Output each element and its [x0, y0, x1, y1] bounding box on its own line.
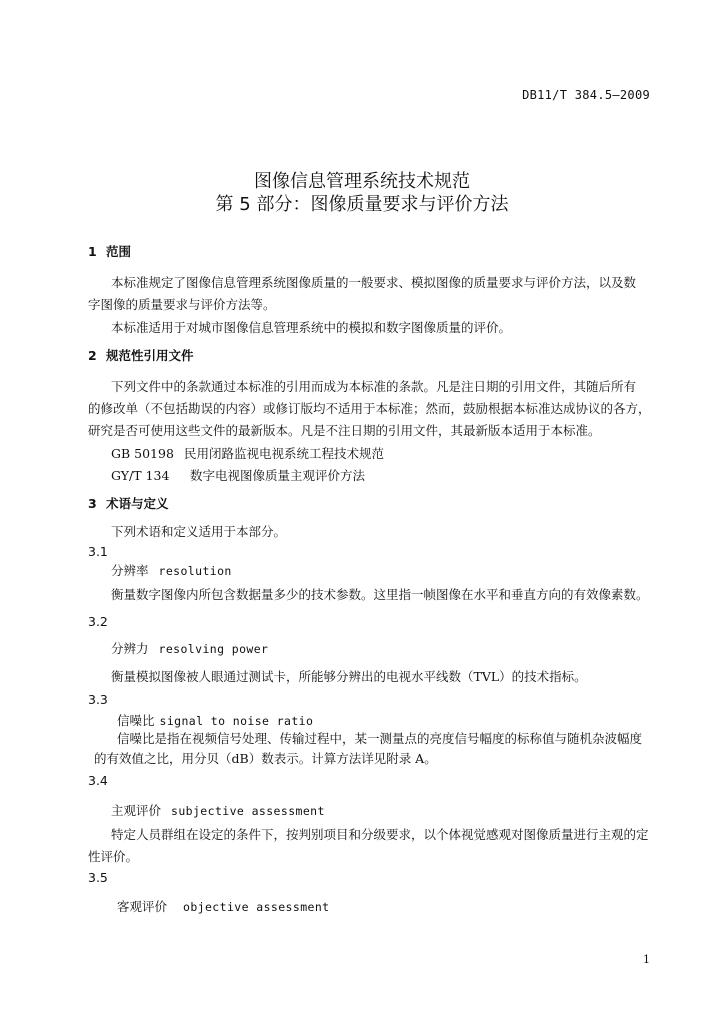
term-heading [111, 561, 232, 579]
paragraph: 本标准适用于对城市图像信息管理系统中的模拟和数字图像质量的评价。 [111, 320, 512, 335]
term-number: 3.1 [88, 544, 108, 559]
term-number: 3.5 [88, 870, 108, 885]
term-heading [111, 801, 325, 819]
section-number: 1 [88, 244, 97, 259]
normative-reference [111, 466, 365, 484]
document-subtitle: 第 5 部分：图像质量要求与评价方法 [215, 194, 509, 215]
term-cn: 主观评价 [111, 803, 162, 818]
term-cn: 客观评价 [117, 899, 168, 914]
term-heading [117, 897, 330, 915]
term-en: subjective assessment [171, 804, 325, 818]
term-definition-line: 的有效值之比，用分贝（dB）数表示。计算方法详见附录 A。 [94, 751, 437, 766]
term-definition-line: 特定人员群组在设定的条件下，按判别项目和分级要求，以个体视觉感观对图像质量进行主观的定 [111, 827, 649, 842]
term-definition-line: 信噪比是指在视频信号处理、传输过程中，某一测量点的亮度信号幅度的标称值与随机杂波幅度 [117, 731, 643, 746]
paragraph-line: 本标准规定了图像信息管理系统图像质量的一般要求、模拟图像的质量要求与评价方法，以及数 [111, 275, 637, 290]
paragraph-line: 研究是否可使用这些文件的最新版本。凡是不注日期的引用文件，其最新版本适用于本标准。 [88, 423, 601, 438]
term-en: resolving power [158, 642, 269, 656]
term-number: 3.2 [88, 614, 108, 629]
term-number: 3.4 [88, 773, 108, 788]
paragraph-line: 的修改单（不包括勘误的内容）或修订版均不适用于本标准；然而，鼓励根据本标准达成协议的各方， [88, 401, 651, 416]
term-definition: 衡量模拟图像被人眼通过测试卡，所能够分辨出的电视水平线数（TVL）的技术指标。 [111, 669, 587, 684]
reference-title: 数字电视图像质量主观评价方法 [190, 468, 366, 483]
document-title: 图像信息管理系统技术规范 [254, 171, 470, 192]
section-heading-2 [88, 346, 194, 364]
section-title: 范围 [106, 244, 132, 259]
section-heading-3 [88, 494, 169, 512]
reference-code: GB 50198 [111, 446, 174, 461]
term-cn: 信噪比 [117, 713, 155, 728]
paragraph-line: 字图像的质量要求与评价方法等。 [88, 297, 276, 312]
section-number: 3 [88, 496, 97, 511]
normative-reference [111, 444, 384, 462]
term-heading [117, 711, 313, 729]
term-number: 3.3 [88, 692, 108, 707]
term-cn: 分辨力 [111, 641, 149, 656]
term-definition: 衡量数字图像内所包含数据量多少的技术参数。这里指一帧图像在水平和垂直方向的有效像素数。 [111, 587, 649, 602]
paragraph-line: 下列文件中的条款通过本标准的引用而成为本标准的条款。凡是注日期的引用文件，其随后所有 [111, 379, 637, 394]
reference-title: 民用闭路监视电视系统工程技术规范 [184, 446, 385, 461]
section-title: 规范性引用文件 [106, 348, 194, 363]
term-heading [111, 639, 268, 657]
section-title: 术语与定义 [106, 496, 169, 511]
section-number: 2 [88, 348, 97, 363]
term-en: resolution [158, 564, 232, 578]
paragraph: 下列术语和定义适用于本部分。 [111, 524, 287, 539]
reference-code: GY/T 134 [111, 468, 170, 483]
term-definition-line: 性评价。 [88, 849, 139, 864]
section-heading-1 [88, 242, 131, 260]
term-en: objective assessment [183, 900, 330, 914]
page-number: 1 [643, 953, 650, 966]
term-cn: 分辨率 [111, 563, 149, 578]
term-en: signal to noise ratio [159, 714, 314, 728]
document-id: DB11/T 384.5—2009 [522, 88, 650, 102]
